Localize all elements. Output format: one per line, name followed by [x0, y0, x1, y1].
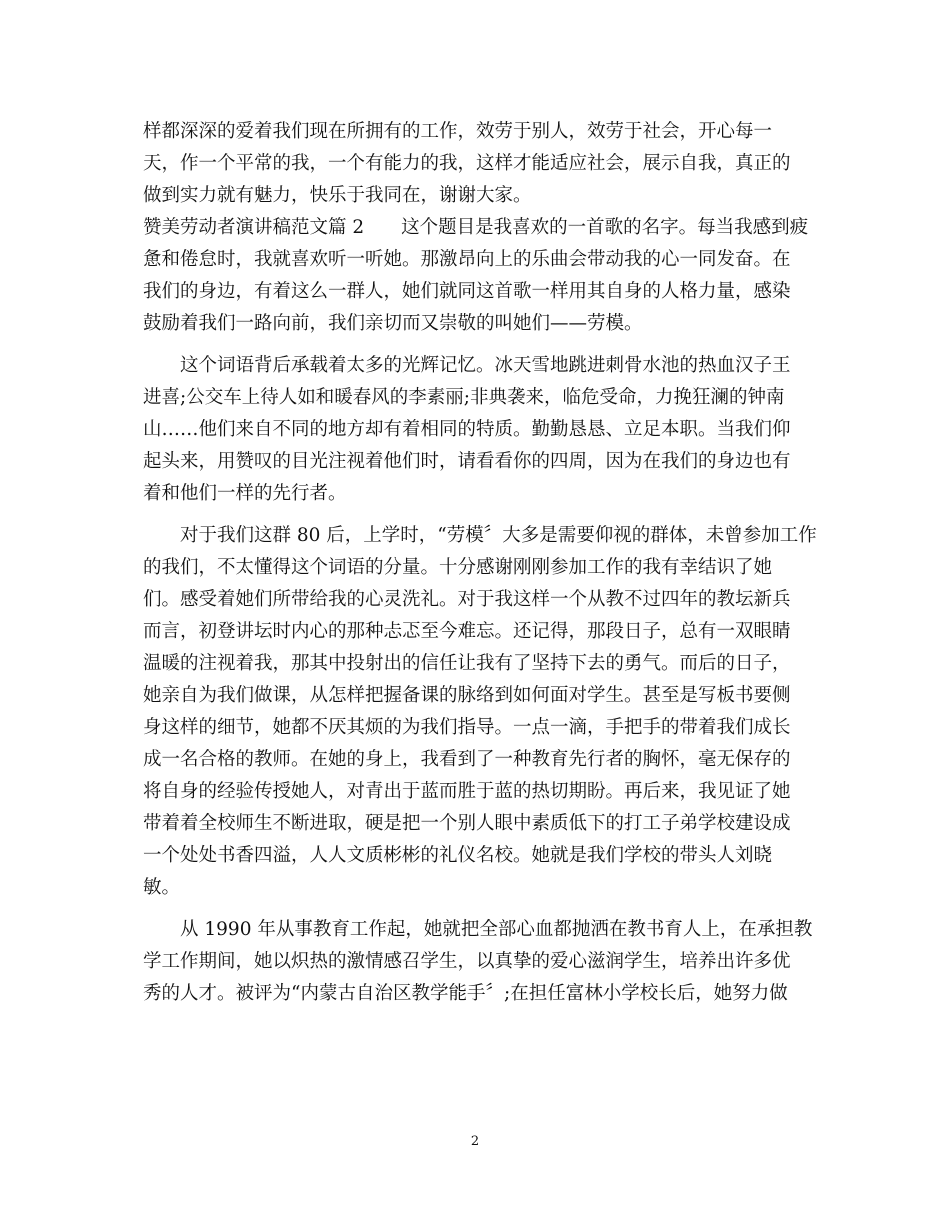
- text-line: 山……他们来自不同的地方却有着相同的特质。勤勤恳恳、立足本职。当我们仰: [143, 419, 791, 440]
- text-line: 一个处处书香四溢，人人文质彬彬的礼仪名校。她就是我们学校的带头人刘晓: [143, 845, 773, 866]
- text-line: 秀的人才。被评为“内蒙古自治区教学能手〞;在担任富林小学校长后，她努力做: [143, 983, 788, 1004]
- text-line: 做到实力就有魅力，快乐于我同在，谢谢大家。: [143, 185, 532, 206]
- text-line: 进喜;公交车上待人如和暖春风的李素丽;非典袭来，临危受命，力挽狂澜的钟南: [143, 387, 785, 408]
- text-line: 而言，初登讲坛时内心的那种忐忑至今难忘。还记得，那段日子，总有一双眼睛: [143, 621, 791, 642]
- text-line: 鼓励着我们一路向前，我们亲切而又崇敬的叫她们——劳模。: [143, 313, 643, 334]
- section-heading-line: 赞美劳动者演讲稿范文篇 2 这个题目是我喜欢的一首歌的名字。每当我感到疲: [143, 217, 809, 238]
- page-number: 2: [470, 1134, 480, 1149]
- text-line: 样都深深的爱着我们现在所拥有的工作，效劳于别人，效劳于社会，开心每一: [143, 121, 773, 142]
- text-line: 的我们，不太懂得这个词语的分量。十分感谢刚刚参加工作的我有幸结识了她: [143, 557, 773, 578]
- text-line: 敏。: [143, 877, 181, 898]
- text-line: 惫和倦怠时，我就喜欢听一听她。那激昂向上的乐曲会带动我的心一同发奋。在: [143, 249, 791, 270]
- text-line: 身这样的细节，她都不厌其烦的为我们指导。一点一滴，手把手的带着我们成长: [143, 717, 791, 738]
- body-text: [143, 116, 818, 1010]
- text-line: 学工作期间，她以炽热的激情感召学生，以真挚的爱心滋润学生，培养出许多优: [143, 951, 791, 972]
- text-line: 们。感受着她们所带给我的心灵洗礼。对于我这样一个从教不过四年的教坛新兵: [143, 589, 791, 610]
- text-line: 温暖的注视着我，那其中投射出的信任让我有了坚持下去的勇气。而后的日子，: [143, 653, 791, 674]
- text-line: 我们的身边，有着这么一群人，她们就同这首歌一样用其自身的人格力量，感染: [143, 281, 791, 302]
- text-line: 天，作一个平常的我，一个有能力的我，这样才能适应社会，展示自我，真正的: [143, 153, 791, 174]
- paragraph-first-line: 这个词语背后承载着太多的光辉记忆。冰天雪地跳进刺骨水池的热血汉子王: [180, 355, 791, 376]
- text-line: 起头来，用赞叹的目光注视着他们时，请看看你的四周，因为在我们的身边也有: [143, 451, 791, 472]
- text-line: 着和他们一样的先行者。: [143, 483, 347, 504]
- text-line: 她亲自为我们做课，从怎样把握备课的脉络到如何面对学生。甚至是写板书要侧: [143, 685, 791, 706]
- paragraph-first-line: 从 1990 年从事教育工作起，她就把全部心血都抛洒在教书育人上，在承担教: [180, 919, 813, 940]
- text-line: 将自身的经验传授她人，对青出于蓝而胜于蓝的热切期盼。再后来，我见证了她: [143, 781, 791, 802]
- text-line: 带着着全校师生不断进取，硬是把一个别人眼中素质低下的打工子弟学校建设成: [143, 813, 791, 834]
- text-line: 成一名合格的教师。在她的身上，我看到了一种教育先行者的胸怀，毫无保存的: [143, 749, 791, 770]
- paragraph-first-line: 对于我们这群 80 后，上学时，“劳模〞大多是需要仰视的群体，未曾参加工作: [180, 525, 817, 546]
